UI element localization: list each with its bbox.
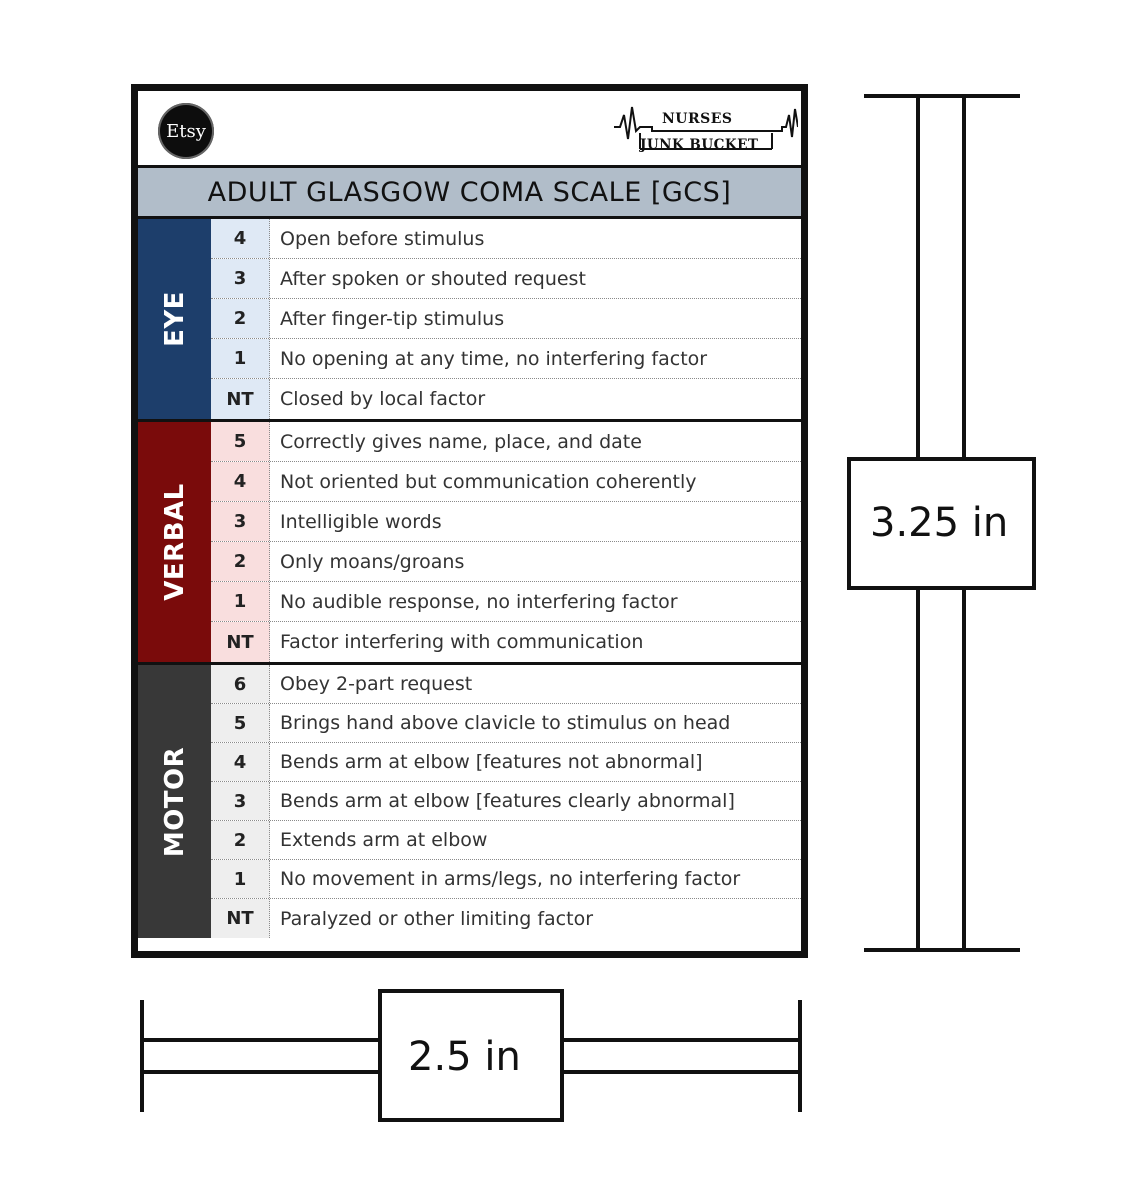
score-cell: NT <box>211 622 270 662</box>
description-cell: Paralyzed or other limiting factor <box>280 907 593 930</box>
table-row <box>211 259 801 299</box>
score-cell: NT <box>211 379 270 419</box>
score-cell: 4 <box>211 219 270 258</box>
brand-line1: NURSES <box>662 111 733 127</box>
score-cell: 4 <box>211 462 270 501</box>
section-eye <box>138 219 801 422</box>
score-cell: 3 <box>211 502 270 541</box>
score-cell: 4 <box>211 743 270 781</box>
description-cell: Brings hand above clavicle to stimulus on head <box>280 712 731 734</box>
description-cell: Only moans/groans <box>280 550 465 573</box>
table-row <box>211 339 801 379</box>
table-row <box>211 665 801 704</box>
description-cell: After spoken or shouted request <box>280 267 586 290</box>
section-label-motor: MOTOR <box>138 665 211 938</box>
description-cell: No audible response, no interfering factor <box>280 590 678 613</box>
table-row <box>211 860 801 899</box>
section-motor <box>138 665 801 938</box>
description-cell: Bends arm at elbow [features clearly abnormal] <box>280 790 735 812</box>
description-cell: Closed by local factor <box>280 388 486 410</box>
description-cell: After finger-tip stimulus <box>280 307 505 330</box>
table-row <box>211 299 801 339</box>
table-row <box>211 502 801 542</box>
score-cell: 1 <box>211 582 270 621</box>
width-dimension-marker <box>138 988 804 1124</box>
description-cell: Not oriented but communication coherently <box>280 470 697 493</box>
score-cell: 3 <box>211 782 270 820</box>
score-cell: NT <box>211 899 270 938</box>
height-dimension-marker <box>846 94 1038 952</box>
height-label: 3.25 in <box>870 500 1009 546</box>
description-cell: Factor interfering with communication <box>280 631 644 653</box>
description-cell: Extends arm at elbow <box>280 829 488 851</box>
description-cell: Open before stimulus <box>280 227 485 250</box>
section-label-verbal: VERBAL <box>138 422 211 662</box>
description-cell: Bends arm at elbow [features not abnormal] <box>280 751 703 773</box>
description-cell: Correctly gives name, place, and date <box>280 430 642 453</box>
table-row <box>211 462 801 502</box>
etsy-logo-text: Etsy <box>166 120 206 142</box>
brand-logo <box>612 97 798 161</box>
score-cell: 1 <box>211 860 270 898</box>
table-row <box>211 743 801 782</box>
gcs-table <box>138 219 801 938</box>
section-verbal <box>138 422 801 665</box>
description-cell: Obey 2-part request <box>280 673 473 695</box>
etsy-logo <box>158 103 214 159</box>
table-row <box>211 821 801 860</box>
score-cell: 2 <box>211 542 270 581</box>
description-cell: Intelligible words <box>280 510 442 533</box>
card-header <box>138 91 801 167</box>
score-cell: 3 <box>211 259 270 298</box>
score-cell: 2 <box>211 821 270 859</box>
brand-line2: JUNK BUCKET <box>640 137 759 153</box>
description-cell: No opening at any time, no interfering factor <box>280 347 708 370</box>
table-row <box>211 219 801 259</box>
score-cell: 2 <box>211 299 270 338</box>
table-row <box>211 379 801 419</box>
score-cell: 5 <box>211 422 270 461</box>
gcs-card <box>131 84 808 958</box>
table-row <box>211 782 801 821</box>
table-row <box>211 704 801 743</box>
width-label: 2.5 in <box>408 1034 521 1080</box>
score-cell: 1 <box>211 339 270 378</box>
table-row <box>211 542 801 582</box>
table-row <box>211 582 801 622</box>
table-row <box>211 622 801 662</box>
table-row <box>211 899 801 938</box>
page-title: ADULT GLASGOW COMA SCALE [GCS] <box>138 165 801 219</box>
table-row <box>211 422 801 462</box>
description-cell: No movement in arms/legs, no interfering factor <box>280 868 741 890</box>
score-cell: 5 <box>211 704 270 742</box>
score-cell: 6 <box>211 665 270 703</box>
section-label-eye: EYE <box>138 219 211 419</box>
